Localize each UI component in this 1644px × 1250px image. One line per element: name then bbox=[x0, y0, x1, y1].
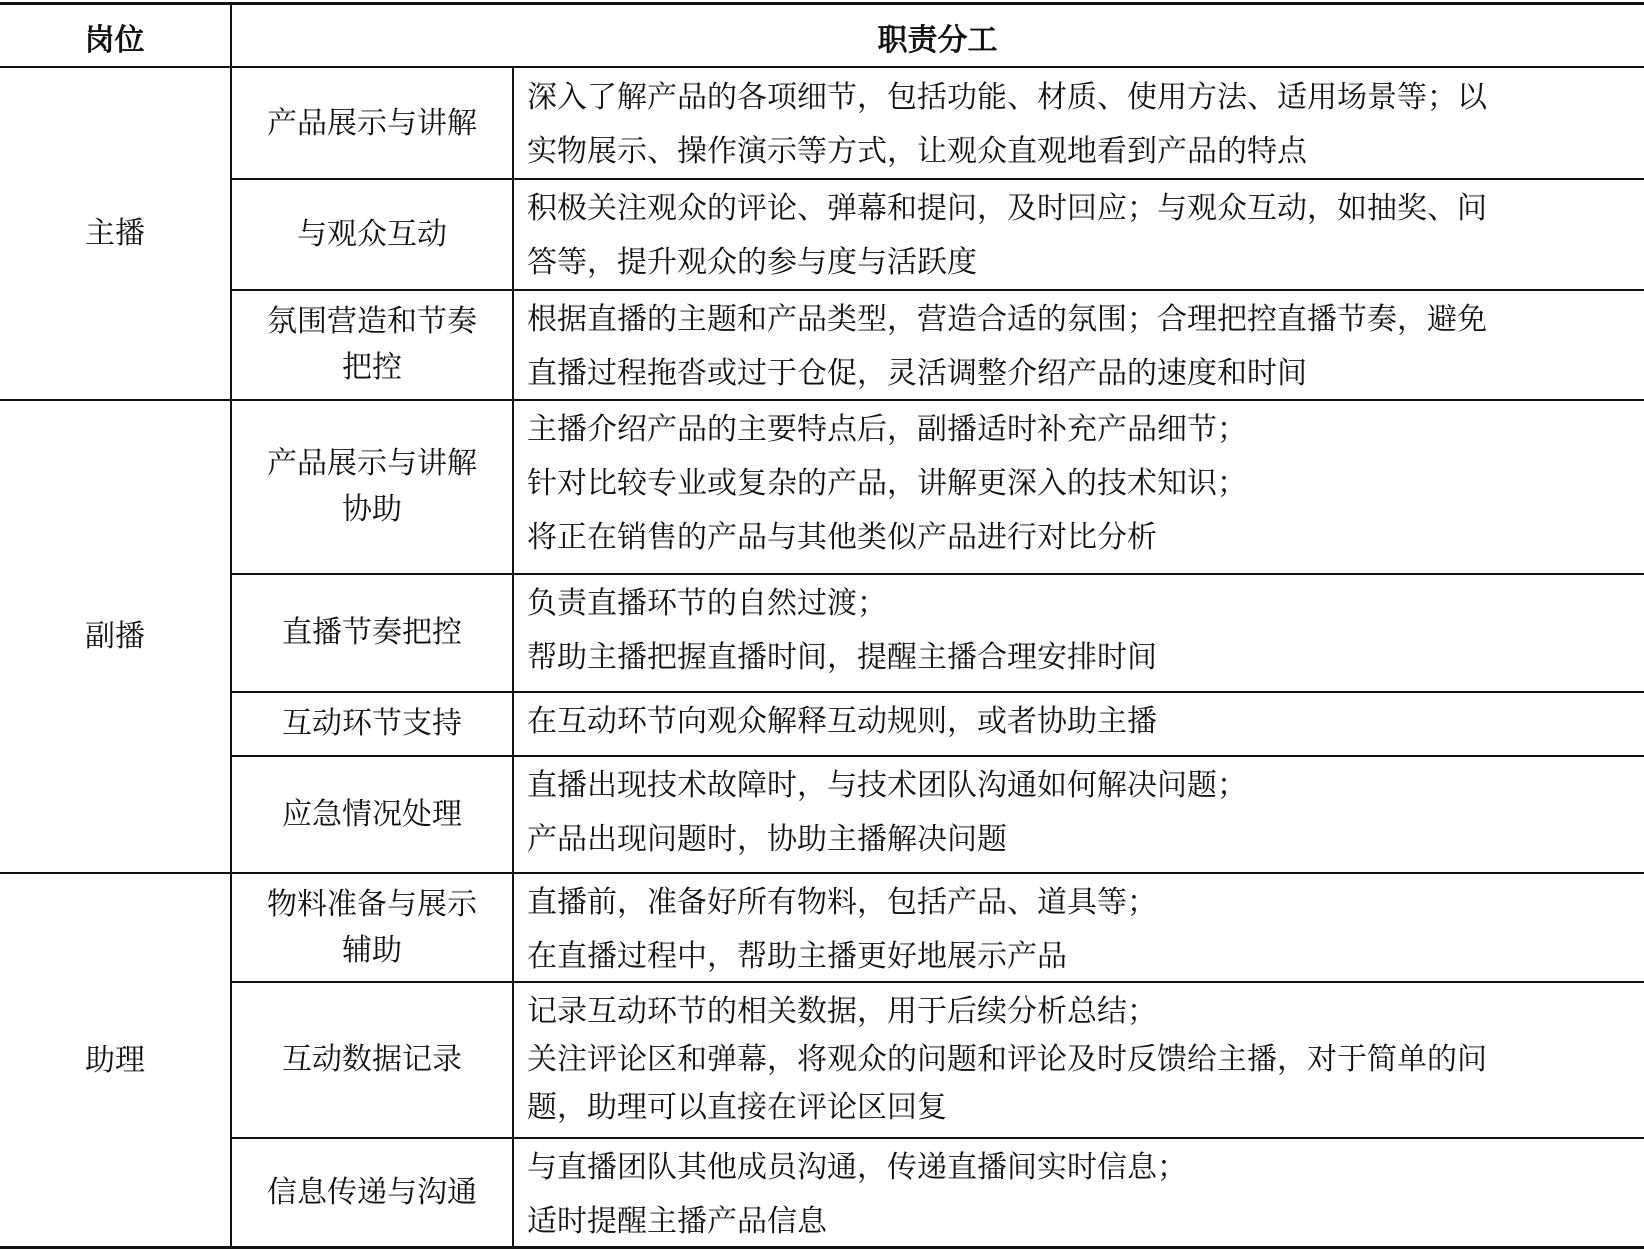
task-desc-line: 实物展示、操作演示等方式，让观众直观地看到产品的特点 bbox=[527, 134, 1307, 169]
top-rule bbox=[0, 2, 1644, 5]
task-desc-line: 直播前，准备好所有物料，包括产品、道具等； bbox=[527, 885, 1157, 920]
task-desc-cell bbox=[514, 68, 1644, 179]
task-desc-line: 主播介绍产品的主要特点后，副播适时补充产品细节； bbox=[527, 412, 1247, 447]
task-desc-line: 题，助理可以直接在评论区回复 bbox=[527, 1090, 947, 1125]
task-desc-line: 针对比较专业或复杂的产品，讲解更深入的技术知识； bbox=[527, 466, 1247, 501]
task-desc-cell bbox=[514, 574, 1644, 692]
task-desc-line: 根据直播的主题和产品类型，营造合适的氛围；合理把控直播节奏，避免 bbox=[527, 302, 1487, 337]
task-desc-line: 深入了解产品的各项细节，包括功能、材质、使用方法、适用场景等；以 bbox=[527, 80, 1487, 115]
header-position-label: 岗位 bbox=[84, 22, 145, 58]
task-desc-cell bbox=[514, 290, 1644, 400]
row-separator bbox=[230, 1137, 1644, 1139]
task-desc-line: 积极关注观众的评论、弹幕和提问，及时回应；与观众互动，如抽奖、问 bbox=[527, 191, 1487, 226]
task-name-line: 产品展示与讲解 bbox=[267, 105, 477, 141]
task-name-line: 辅助 bbox=[342, 932, 402, 968]
col-divider-2 bbox=[512, 68, 514, 1248]
task-name-line: 信息传递与沟通 bbox=[267, 1175, 477, 1210]
task-name-line: 直播节奏把控 bbox=[282, 615, 462, 650]
task-name-line: 物料准备与展示 bbox=[267, 886, 477, 922]
task-desc-line: 关注评论区和弹幕，将观众的问题和评论及时反馈给主播，对于简单的问 bbox=[527, 1042, 1487, 1077]
row-separator bbox=[230, 755, 1644, 757]
task-name-line: 互动环节支持 bbox=[282, 706, 462, 741]
task-name-line: 与观众互动 bbox=[297, 216, 447, 252]
task-desc-cell bbox=[514, 873, 1644, 982]
task-desc-line: 在互动环节向观众解释互动规则，或者协助主播 bbox=[527, 704, 1157, 739]
group-separator bbox=[0, 872, 1644, 874]
role-label: 助理 bbox=[85, 1042, 145, 1078]
task-desc-line: 将正在销售的产品与其他类似产品进行对比分析 bbox=[527, 520, 1157, 555]
col-divider-1 bbox=[230, 2, 232, 1248]
header-position bbox=[0, 5, 229, 68]
task-name-cell bbox=[232, 400, 512, 574]
role-cell bbox=[0, 68, 230, 400]
task-name-cell bbox=[232, 982, 512, 1138]
task-desc-cell bbox=[514, 756, 1644, 873]
task-desc-cell bbox=[514, 179, 1644, 290]
task-name-cell bbox=[232, 68, 512, 179]
task-name-line: 把控 bbox=[342, 350, 402, 385]
task-desc-line: 产品出现问题时，协助主播解决问题 bbox=[527, 822, 1007, 857]
task-name-line: 协助 bbox=[342, 492, 402, 527]
row-separator bbox=[230, 981, 1644, 983]
task-name-cell bbox=[232, 290, 512, 400]
task-name-line: 互动数据记录 bbox=[282, 1042, 462, 1077]
header-duties bbox=[231, 5, 1644, 68]
task-desc-line: 在直播过程中，帮助主播更好地展示产品 bbox=[527, 939, 1067, 974]
task-desc-line: 适时提醒主播产品信息 bbox=[527, 1204, 827, 1239]
task-name-cell bbox=[232, 574, 512, 692]
task-desc-line: 直播出现技术故障时，与技术团队沟通如何解决问题； bbox=[527, 768, 1247, 803]
role-cell bbox=[0, 400, 230, 873]
bottom-rule bbox=[0, 1246, 1644, 1249]
row-separator bbox=[230, 691, 1644, 693]
task-name-cell bbox=[232, 1138, 512, 1248]
role-label: 副播 bbox=[85, 618, 145, 654]
task-desc-cell bbox=[514, 692, 1644, 756]
task-name-cell bbox=[232, 692, 512, 756]
task-name-line: 氛围营造和节奏 bbox=[267, 304, 477, 339]
task-name-line: 产品展示与讲解 bbox=[267, 446, 477, 481]
task-desc-line: 记录互动环节的相关数据，用于后续分析总结； bbox=[527, 994, 1157, 1029]
task-name-cell bbox=[232, 873, 512, 982]
task-desc-line: 与直播团队其他成员沟通，传递直播间实时信息； bbox=[527, 1150, 1187, 1185]
row-separator bbox=[230, 573, 1644, 575]
role-label: 主播 bbox=[85, 216, 145, 251]
row-separator bbox=[230, 289, 1644, 291]
task-name-line: 应急情况处理 bbox=[282, 796, 462, 832]
row-separator bbox=[230, 178, 1644, 180]
role-cell bbox=[0, 873, 230, 1248]
task-name-cell bbox=[232, 756, 512, 873]
task-desc-line: 帮助主播把握直播时间，提醒主播合理安排时间 bbox=[527, 640, 1157, 675]
task-name-cell bbox=[232, 179, 512, 290]
group-separator bbox=[0, 399, 1644, 401]
task-desc-line: 直播过程拖沓或过于仓促，灵活调整介绍产品的速度和时间 bbox=[527, 356, 1307, 391]
header-rule bbox=[0, 66, 1644, 68]
task-desc-line: 负责直播环节的自然过渡； bbox=[527, 586, 887, 621]
task-desc-cell bbox=[514, 400, 1644, 574]
task-desc-cell bbox=[514, 1138, 1644, 1248]
task-desc-line: 答等，提升观众的参与度与活跃度 bbox=[527, 245, 977, 280]
task-desc-cell bbox=[514, 982, 1644, 1138]
header-duties-label: 职责分工 bbox=[877, 22, 998, 58]
